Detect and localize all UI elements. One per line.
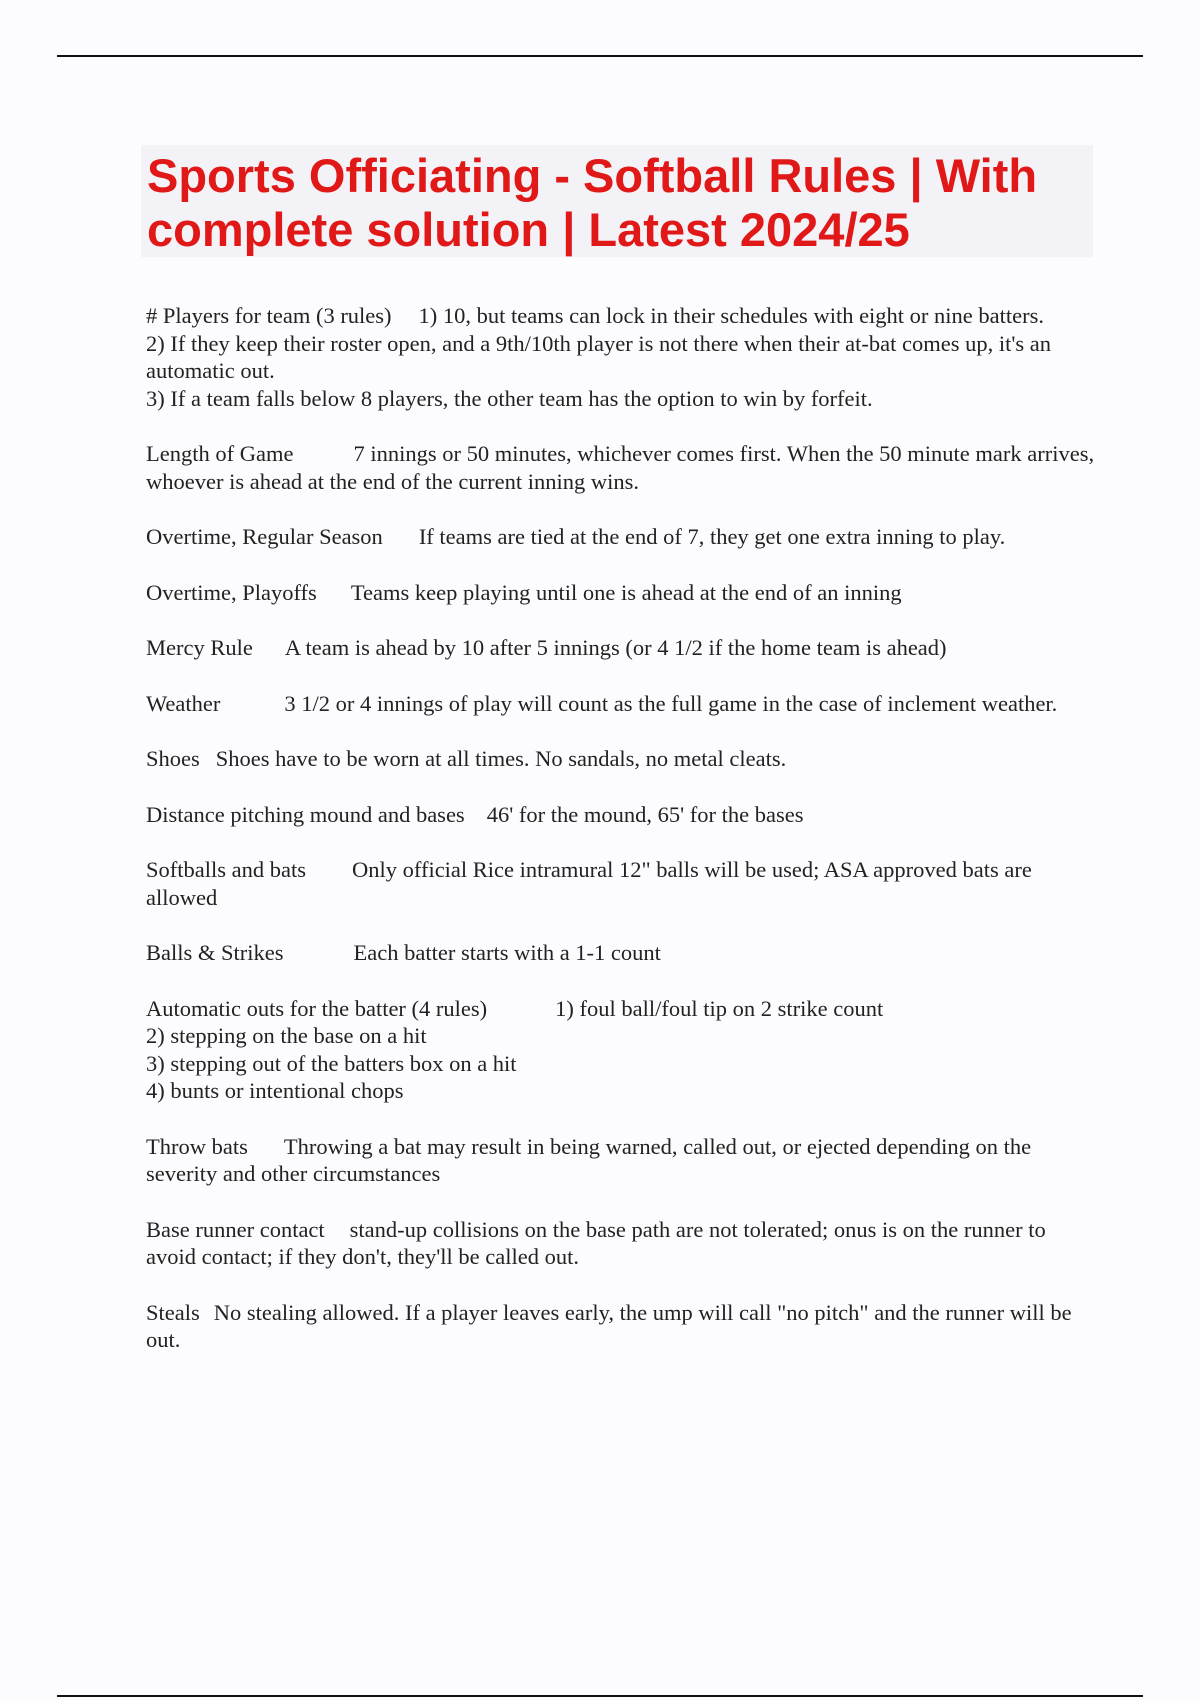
entry-definition: Teams keep playing until one is ahead at the end of an inning: [350, 579, 902, 605]
entry-definition: stand-up collisions on the base path are not tolerated; onus is on the runner to avoid contact; if they don't, they'll be called out.: [146, 1216, 1046, 1269]
entry-definition: Each batter starts with a 1-1 count: [353, 940, 661, 965]
entry-mercy-rule: [146, 634, 1096, 662]
entry-extra-line: 3) If a team falls below 8 players, the other team has the option to win by forfeit.: [146, 385, 873, 411]
entry-definition: 1) foul ball/foul tip on 2 strike count: [555, 995, 884, 1021]
entry-definition: Throwing a bat may result in being warned, called out, or ejected depending on the severity and other circumstances: [146, 1133, 1032, 1186]
entry-definition: Only official Rice intramural 12" balls will be used; ASA approved bats are allowed: [146, 857, 1032, 910]
entry-players-for-team: [146, 302, 1096, 412]
entry-definition: 3 1/2 or 4 innings of play will count as the full game in the case of inclement weather.: [284, 690, 1058, 716]
title-line-1: Sports Officiating - Softball Rules | With: [147, 149, 1038, 202]
bottom-rule: [57, 1695, 1143, 1697]
entry-base-runner-contact: [146, 1216, 1096, 1271]
entry-term: Weather: [146, 690, 221, 716]
entry-term: Base runner contact: [146, 1216, 325, 1242]
entry-balls-and-strikes: [146, 939, 1096, 967]
entry-definition: If teams are tied at the end of 7, they get one extra inning to play.: [418, 524, 1006, 549]
entry-term: Steals: [146, 1299, 200, 1325]
entry-definition: A team is ahead by 10 after 5 innings (or 4 1/2 if the home team is ahead): [284, 635, 947, 660]
entry-term: Distance pitching mound and bases: [146, 801, 465, 827]
entry-term: Throw bats: [146, 1133, 248, 1159]
title-line-2: complete solution | Latest 2024/25: [147, 203, 910, 256]
entry-term: Overtime, Regular Season: [146, 524, 383, 549]
title-banner: [141, 145, 1093, 257]
entry-term: Balls & Strikes: [146, 940, 284, 965]
entry-extra-line: 2) stepping on the base on a hit: [146, 1023, 427, 1048]
document-title: [147, 149, 1087, 257]
entry-extra-line: 4) bunts or intentional chops: [146, 1078, 404, 1103]
entry-term: Automatic outs for the batter (4 rules): [146, 995, 488, 1021]
entry-term: Softballs and bats: [146, 857, 306, 882]
entry-overtime-regular-season: [146, 523, 1096, 551]
entry-term: Overtime, Playoffs: [146, 579, 317, 605]
top-rule: [57, 55, 1143, 57]
entry-extra-line: 3) stepping out of the batters box on a hit: [146, 1050, 517, 1076]
entry-definition: Shoes have to be worn at all times. No sandals, no metal cleats.: [215, 746, 787, 771]
entry-distance-pitching: [146, 801, 1096, 829]
entry-shoes: [146, 745, 1096, 773]
entry-weather: [146, 690, 1096, 718]
entry-definition: 46' for the mound, 65' for the bases: [486, 801, 804, 827]
entry-softballs-and-bats: [146, 856, 1096, 911]
entry-term: # Players for team (3 rules): [146, 303, 392, 328]
flashcard-list: [146, 302, 1096, 1382]
entry-term: Length of Game: [146, 441, 294, 466]
entry-throw-bats: [146, 1133, 1096, 1188]
entry-extra-line: 2) If they keep their roster open, and a 9th/10th player is not there when their at-bat comes up, it's an automatic out.: [146, 330, 1052, 383]
entry-steals: [146, 1299, 1096, 1354]
entry-term: Shoes: [146, 746, 200, 771]
entry-term: Mercy Rule: [146, 635, 253, 660]
entry-definition: 7 innings or 50 minutes, whichever comes first. When the 50 minute mark arrives, whoever is ahead at the end of the current inning wins.: [146, 441, 1095, 494]
entry-length-of-game: [146, 440, 1096, 495]
entry-definition: No stealing allowed. If a player leaves early, the ump will call "no pitch" and the runner will be out.: [146, 1299, 1072, 1352]
entry-definition: 1) 10, but teams can lock in their schedules with eight or nine batters.: [418, 303, 1045, 328]
entry-automatic-outs: [146, 995, 1096, 1105]
entry-overtime-playoffs: [146, 579, 1096, 607]
